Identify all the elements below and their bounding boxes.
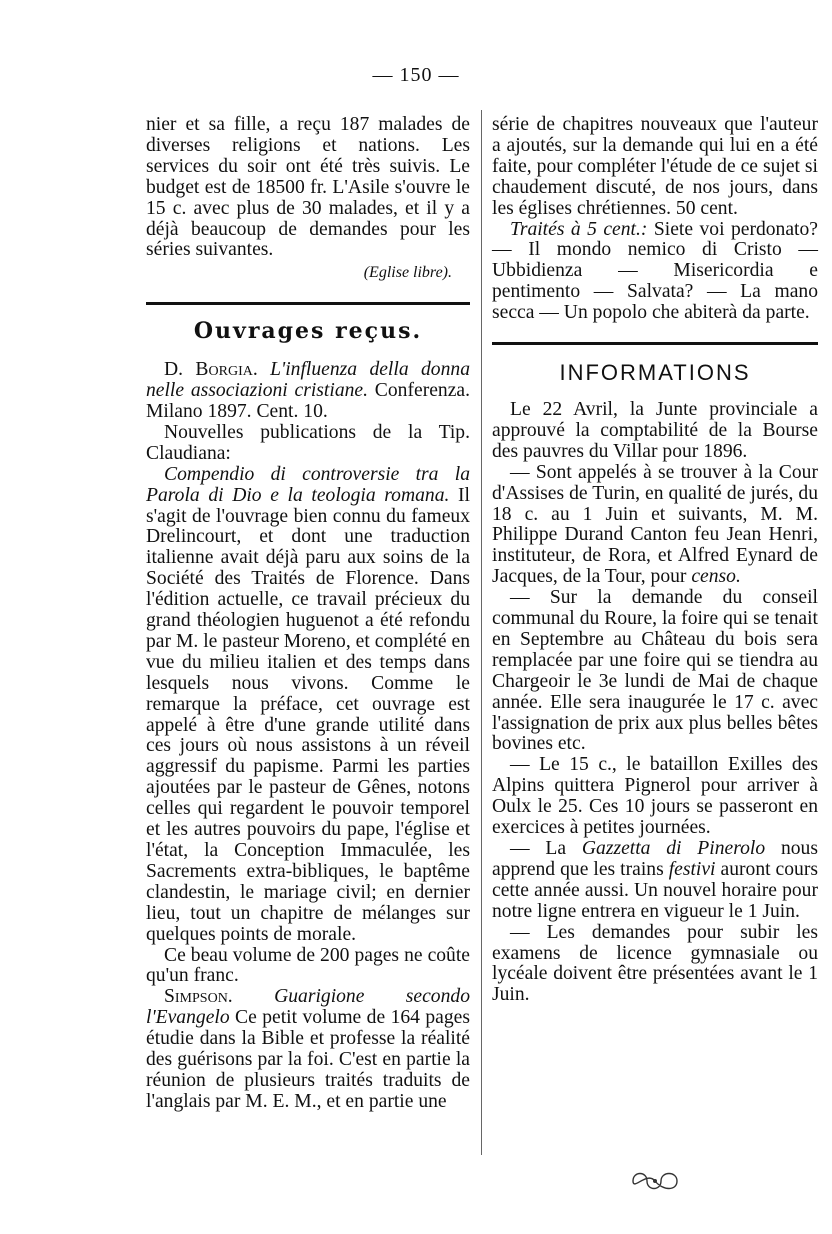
section-rule-right [492, 342, 818, 345]
borgia-details: Conferenza. Milano 1897. Cent. 10. [146, 380, 470, 422]
censo-word: censo. [691, 566, 741, 588]
info-paragraph-6: — Les demandes pour subir les examens de licence gymnasiale ou lycéale doivent être présentées avant le 1 Juin. [492, 921, 818, 1006]
beau-volume-paragraph: Ce beau volume de 200 pages ne coûte qu'un franc. [146, 944, 470, 987]
simpson-entry [146, 987, 470, 1112]
section-heading-ouvrages: Ouvrages reçus. [193, 318, 423, 345]
simpson-review: Ce petit volume de 164 pages étudie dans la Bible et professe la réalité des guérisons par la foi. C'est en partie la réunion de plusieurs traités traduits de l'anglais par M. E. M., et en partie une [146, 1007, 470, 1112]
ornament-icon [625, 1166, 685, 1196]
festivi-word: festivi [668, 858, 716, 880]
gazzetta-text-c: auront cours cette année aussi. Un nouvel horaire pour notre ligne entrera en vigueur le 1 Juin. [492, 858, 818, 922]
section-rule [146, 302, 470, 305]
nouvelles-paragraph: Nouvelles publications de la Tip. Claudiana: [146, 421, 470, 464]
compendio-title: Compendio di controversie tra la Parola di Dio e la teologia romana. [146, 463, 470, 506]
borgia-title: L'influenza della donna nelle associazioni cristiane. [146, 359, 470, 402]
traites-title: Traités à 5 cent.: [510, 218, 648, 240]
page-number: — 150 — [372, 64, 460, 86]
left-column [146, 115, 470, 1113]
compendio-entry [146, 465, 470, 946]
source-citation: (Eglise libre). [363, 264, 452, 282]
left-continuation-paragraph: nier et sa fille, a reçu 187 malades de diverses religions et nations. Les services du soir ont été très suivis. Le budget est de 18500 fr. L'Asile s'ouvre le 15 c. avec plus de 30 malades, et il y a déjà beaucoup de demandes pour les séries suivantes. [146, 114, 470, 261]
section-heading-informations: INFORMATIONS [559, 360, 751, 386]
right-column [492, 115, 818, 1006]
info-paragraph-1: Le 22 Avril, la Junte provinciale a approuvé la comptabilité de la Bourse des pauvres du Villar pour 1896. [492, 398, 818, 462]
gazzetta-text-b: nous apprend que les trains [492, 838, 818, 880]
simpson-title: Guarigione secondo l'Evangelo [146, 986, 470, 1029]
info-paragraph-5 [492, 839, 818, 923]
right-continuation-paragraph: série de chapitres nouveaux que l'auteur a ajoutés, sur la demande qui lui en a été faite, pour compléter l'étude de ce sujet si chaudement discuté, de nos jours, dans les églises chrétiennes. 50 cent. [492, 114, 818, 219]
info-paragraph-2 [492, 463, 818, 588]
traites-list: Siete voi perdonato? — Il mondo nemico di Cristo — Ubbidienza — Misericordia e pentimento — Salvata? — La mano secca — Un popolo che abiterà da parte. [492, 218, 818, 324]
gazzetta-text-a: — La [510, 838, 582, 859]
info-paragraph-3: — Sur la demande du conseil communal du Roure, la foire qui se tenait en Septembre au Château du bois sera remplacée par une foire qui se tiendra au Chargeoir le 3e lundi de Mai de chaque année. Elle sera inaugurée le 17 c. avec l'assignation de prix aux plus belles bêtes bovines etc. [492, 587, 818, 755]
column-divider [481, 110, 482, 1155]
compendio-review: Il s'agit de l'ouvrage bien connu du fameux Drelincourt, et dont une traduction italienne avait déjà paru aux soins de la Société des Traités de Florence. Dans l'édition actuelle, ce travail précieux du grand théologien huguenot a été refondu par M. le pasteur Moreno, et complété en vue du milieu italien et des temps dans lesquels nous vivons. Comme le remarque la préface, cet ouvrage est appelé à être d'une grande utilité dans ces jours où nous assistons à un réveil aggressif du papisme. Parmi les parties ajoutées par le pasteur de Gênes, notons celles qui regardent le pouvoir temporel et les autres pouvoirs du pape, l'église et l'état, la Conception Immaculée, les Sacrements extra-bibliques, le baptême clandestin, le mariage civil; en dernier lieu, tout un chapitre de mélanges sur quelques points de morale. [146, 484, 470, 945]
jury-text: — Sont appelés à se trouver à la Cour d'Assises de Turin, en qualité de jurés, du 18 c. au 1 Juin et suivants, M. M. Philippe Durand Canton feu Jean Henri, instituteur, de Rora, et Alfred Eynard de Jacques, de la Tour, pour [492, 461, 818, 588]
info-paragraph-4: — Le 15 c., le bataillon Exilles des Alpins quittera Pignerol pour arriver à Oulx le 25. Ces 10 jours se passeront en exercices à petites journées. [492, 754, 818, 839]
gazzetta-name: Gazzetta di Pinerolo [581, 838, 766, 859]
borgia-author: D. Borgia. [164, 359, 258, 381]
traites-entry [492, 220, 818, 325]
borgia-entry [146, 360, 470, 423]
simpson-author: Simpson. [164, 986, 233, 1008]
